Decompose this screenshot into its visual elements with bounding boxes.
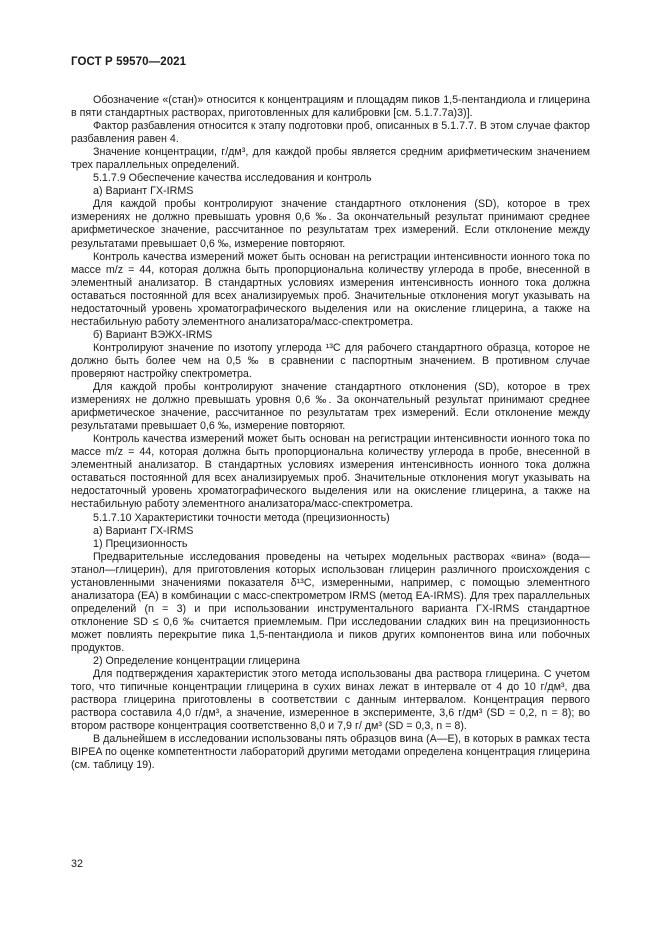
paragraph: Обозначение «(стан)» относится к концентрациям и площадям пиков 1,5-пентандиола и глицерина в пяти стандартных растворах, приготовленных для калибровки [см. 5.1.7.7а)3)]. — [71, 94, 590, 120]
section-heading: а) Вариант ГХ-IRMS — [93, 185, 194, 198]
paragraph: Контроль качества измерений может быть основан на регистрации интенсивности ионного тока по массе m/z = 44, которая должна быть пропорциональна количеству углерода в пробе, внесенной в элементный анализатор. В стандартных условиях измерения интенсивность ионного тока должна оставаться постоянной для всех анализируемых проб. Значительные отклонения могут указывать на недостаточный уровень хроматографического выделения или на окисление глицерина, а также на нестабильную работу элементного анализатора/масс-спектрометра. — [71, 433, 590, 511]
section-heading: а) Вариант ГХ-IRMS — [93, 524, 194, 537]
section-heading: 5.1.7.10 Характеристики точности метода (прецизионность) — [93, 511, 390, 524]
paragraph: Для каждой пробы контролируют значение стандартного отклонения (SD), которое в трех измерениях не должно превышать уровня 0,6 ‰. За окончательный результат принимают среднее арифметическое значение, рассчитанное по результатам трех измерений. Если отклонение между результатами превышает 0,6 ‰, измерение повторяют. — [71, 198, 590, 250]
page-number: 32 — [71, 858, 83, 870]
paragraph: Значение концентрации, г/дм³, для каждой пробы является средним арифметическим значением трех параллельных определений. — [71, 146, 590, 172]
paragraph: Для каждой пробы контролируют значение стандартного отклонения (SD), которое в трех измерениях не должно превышать уровня 0,6 ‰. За окончательный результат принимают среднее арифметическое значение, рассчитанное по результатам трех измерений. Если отклонение между результатами превышает 0,6 ‰, измерение повторяют. — [71, 381, 590, 433]
paragraph: Контролируют значение по изотопу углерода ¹³С для рабочего стандартного образца, которое не должно быть более чем на 0,5 ‰ в сравнении с паспортным значением. В противном случае проверяют настройку спектрометра. — [71, 341, 590, 380]
paragraph: Предварительные исследования проведены на четырех модельных растворах «вина» (вода—этанол—глицерин), для приготовления которых использован глицерин различного происхождения с установленными значениями показателя δ¹³С, измеренными, например, с помощью элементного анализатора (ЕА) в комбинации с масс-спектрометром IRMS (метод EA-IRMS). Для трех параллельных определений (n = 3) и при использовании инструментального варианта ГХ-IRMS стандартное отклонение SD ≤ 0,6 ‰ считается приемлемым. При исследовании сладких вин на прецизионность может повлиять перекрытие пика 1,5-пентандиола и пиков других компонентов вина или побочных продуктов. — [71, 550, 590, 654]
section-heading: 1) Прецизионность — [93, 537, 188, 550]
document-header: ГОСТ Р 59570—2021 — [71, 56, 187, 68]
section-heading: 2) Определение концентрации глицерина — [93, 655, 300, 668]
paragraph: Фактор разбавления относится к этапу подготовки проб, описанных в 5.1.7.7. В этом случае фактор разбавления равен 4. — [71, 120, 590, 146]
paragraph: В дальнейшем в исследовании использованы пять образцов вина (А—Е), в которых в рамках теста BIPEA по оценке компетентности лабораторий другими методами определена концентрация глицерина (см. таблицу 19). — [71, 733, 590, 772]
paragraph: Для подтверждения характеристик этого метода использованы два раствора глицерина. С учетом того, что типичные концентрации глицерина в сухих винах лежат в интервале от 4 до 10 г/дм³, два раствора глицерина приготовлены в соответствии с данным интервалом. Концентрация первого раствора составила 4,0 г/дм³, а значение, измеренное в эксперименте, 3,6 г/дм³ (SD = 0,2, n = 8); во втором растворе концентрация соответственно 8,0 и 7,9 г/ дм³ (SD = 0,3, n = 8). — [71, 668, 590, 733]
document-body — [71, 94, 590, 772]
section-heading: 5.1.7.9 Обеспечение качества исследования и контроль — [93, 172, 372, 185]
paragraph: Контроль качества измерений может быть основан на регистрации интенсивности ионного тока по массе m/z = 44, которая должна быть пропорциональна количеству углерода в пробе, внесенной в элементный анализатор. В стандартных условиях измерения интенсивность ионного тока должна оставаться постоянной для всех анализируемых проб. Значительные отклонения могут указывать на недостаточный уровень хроматографического выделения или на окисление глицерина, а также на нестабильную работу элементного анализатора/масс-спектрометра. — [71, 250, 590, 328]
section-heading: б) Вариант ВЭЖХ-IRMS — [93, 328, 213, 341]
